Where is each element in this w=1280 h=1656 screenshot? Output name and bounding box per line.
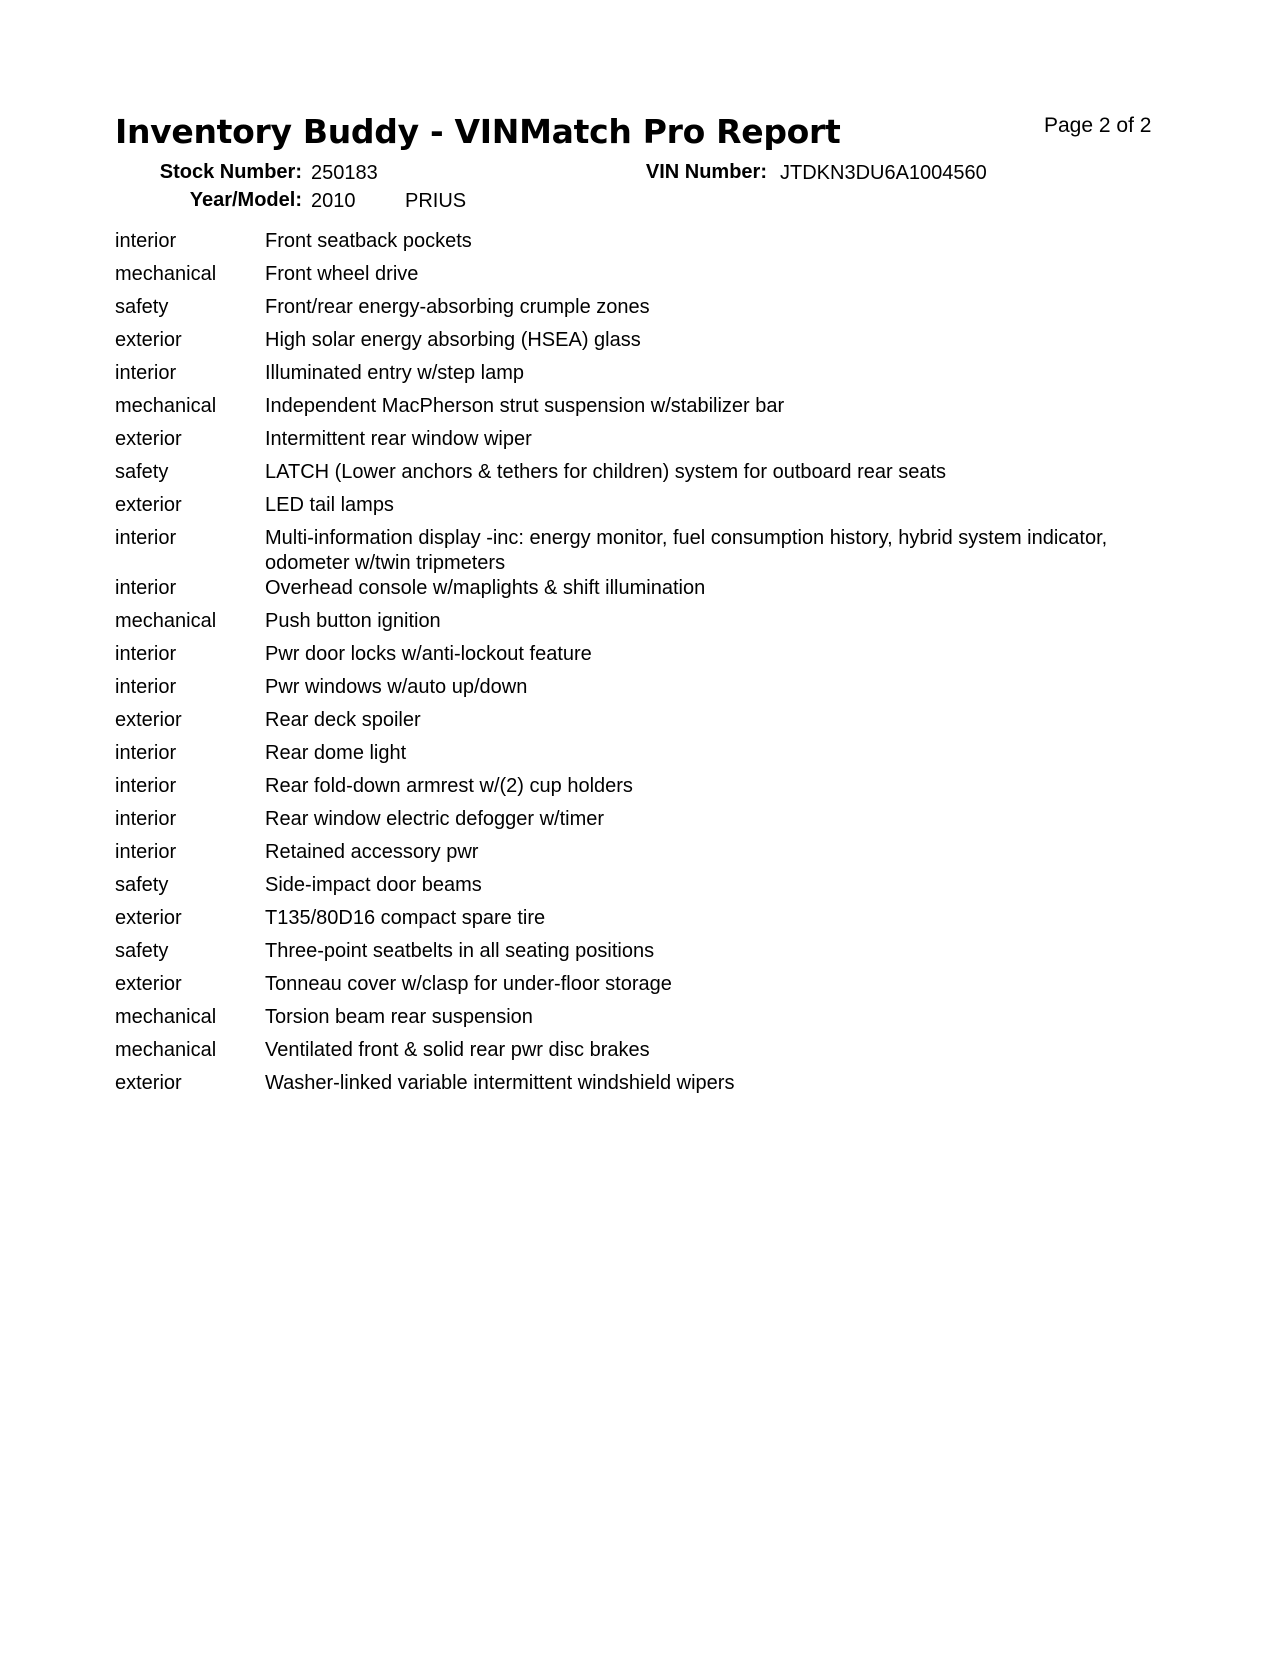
feature-description: Rear deck spoiler <box>265 709 421 731</box>
feature-row <box>115 642 1165 675</box>
feature-category: safety <box>115 296 169 318</box>
feature-row <box>115 906 1165 939</box>
feature-description: Front wheel drive <box>265 263 419 285</box>
feature-category: mechanical <box>115 1039 217 1061</box>
feature-category: exterior <box>115 428 182 450</box>
stock-number-label: Stock Number: <box>159 161 302 183</box>
feature-category: mechanical <box>115 395 217 417</box>
feature-row <box>115 493 1165 526</box>
feature-row <box>115 229 1165 262</box>
feature-row <box>115 1038 1165 1071</box>
feature-category: exterior <box>115 494 182 516</box>
feature-category: mechanical <box>115 610 217 632</box>
feature-description: Three-point seatbelts in all seating positions <box>265 940 655 962</box>
feature-row <box>115 576 1165 609</box>
feature-description: Front seatback pockets <box>265 230 472 252</box>
feature-description: LATCH (Lower anchors & tethers for children) system for outboard rear seats <box>265 461 947 483</box>
feature-description: Pwr windows w/auto up/down <box>265 676 528 698</box>
feature-row <box>115 427 1165 460</box>
feature-category: interior <box>115 362 177 384</box>
feature-category: interior <box>115 775 177 797</box>
feature-description: Multi-information display -inc: energy monitor, fuel consumption history, hybrid system indicator, odometer w/twin tripmeters <box>265 527 1108 574</box>
feature-category: mechanical <box>115 1006 217 1028</box>
feature-category: exterior <box>115 329 182 351</box>
feature-row <box>115 972 1165 1005</box>
feature-description: Independent MacPherson strut suspension w/stabilizer bar <box>265 395 785 417</box>
feature-description: Rear fold-down armrest w/(2) cup holders <box>265 775 633 797</box>
feature-category: safety <box>115 461 169 483</box>
report-title: Inventory Buddy - VINMatch Pro Report <box>115 112 841 151</box>
feature-description: Overhead console w/maplights & shift illumination <box>265 577 706 599</box>
vin-number-label: VIN Number: <box>645 161 767 183</box>
page-number: Page 2 of 2 <box>1044 114 1152 137</box>
feature-row <box>115 939 1165 972</box>
feature-description: Rear dome light <box>265 742 407 764</box>
feature-row <box>115 774 1165 807</box>
feature-category: interior <box>115 527 177 549</box>
feature-description: High solar energy absorbing (HSEA) glass <box>265 329 641 351</box>
feature-category: interior <box>115 230 177 252</box>
feature-description: Washer-linked variable intermittent windshield wipers <box>265 1072 735 1094</box>
stock-number-value: 250183 <box>311 162 378 184</box>
feature-list <box>115 229 1165 1104</box>
feature-description: Tonneau cover w/clasp for under-floor storage <box>265 973 672 995</box>
feature-category: exterior <box>115 1072 182 1094</box>
feature-row <box>115 840 1165 873</box>
model-value: PRIUS <box>405 190 467 212</box>
feature-row <box>115 1005 1165 1038</box>
feature-row <box>115 708 1165 741</box>
feature-category: exterior <box>115 973 182 995</box>
feature-row <box>115 262 1165 295</box>
feature-description: Rear window electric defogger w/timer <box>265 808 605 830</box>
feature-row <box>115 807 1165 840</box>
feature-category: safety <box>115 940 169 962</box>
feature-description: Ventilated front & solid rear pwr disc brakes <box>265 1039 650 1061</box>
feature-description: Push button ignition <box>265 610 441 632</box>
feature-description: T135/80D16 compact spare tire <box>265 907 546 929</box>
feature-description: Illuminated entry w/step lamp <box>265 362 525 384</box>
feature-category: interior <box>115 577 177 599</box>
feature-description: Front/rear energy-absorbing crumple zones <box>265 296 650 318</box>
feature-description: Retained accessory pwr <box>265 841 479 863</box>
feature-category: exterior <box>115 907 182 929</box>
feature-description: LED tail lamps <box>265 494 394 516</box>
feature-row <box>115 460 1165 493</box>
feature-category: mechanical <box>115 263 217 285</box>
feature-category: interior <box>115 676 177 698</box>
feature-row <box>115 526 1165 576</box>
feature-row <box>115 1071 1165 1104</box>
feature-category: interior <box>115 841 177 863</box>
feature-category: safety <box>115 874 169 896</box>
feature-category: interior <box>115 643 177 665</box>
feature-category: interior <box>115 742 177 764</box>
feature-row <box>115 295 1165 328</box>
feature-description: Intermittent rear window wiper <box>265 428 532 450</box>
feature-category: exterior <box>115 709 182 731</box>
feature-row <box>115 609 1165 642</box>
feature-row <box>115 741 1165 774</box>
vin-number-value: JTDKN3DU6A1004560 <box>780 162 987 184</box>
feature-row <box>115 328 1165 361</box>
feature-description: Side-impact door beams <box>265 874 482 896</box>
feature-row <box>115 394 1165 427</box>
feature-row <box>115 361 1165 394</box>
year-model-label: Year/Model: <box>189 189 302 211</box>
year-value: 2010 <box>311 190 356 212</box>
feature-description: Pwr door locks w/anti-lockout feature <box>265 643 592 665</box>
feature-category: interior <box>115 808 177 830</box>
feature-row <box>115 873 1165 906</box>
feature-row <box>115 675 1165 708</box>
feature-description: Torsion beam rear suspension <box>265 1006 533 1028</box>
